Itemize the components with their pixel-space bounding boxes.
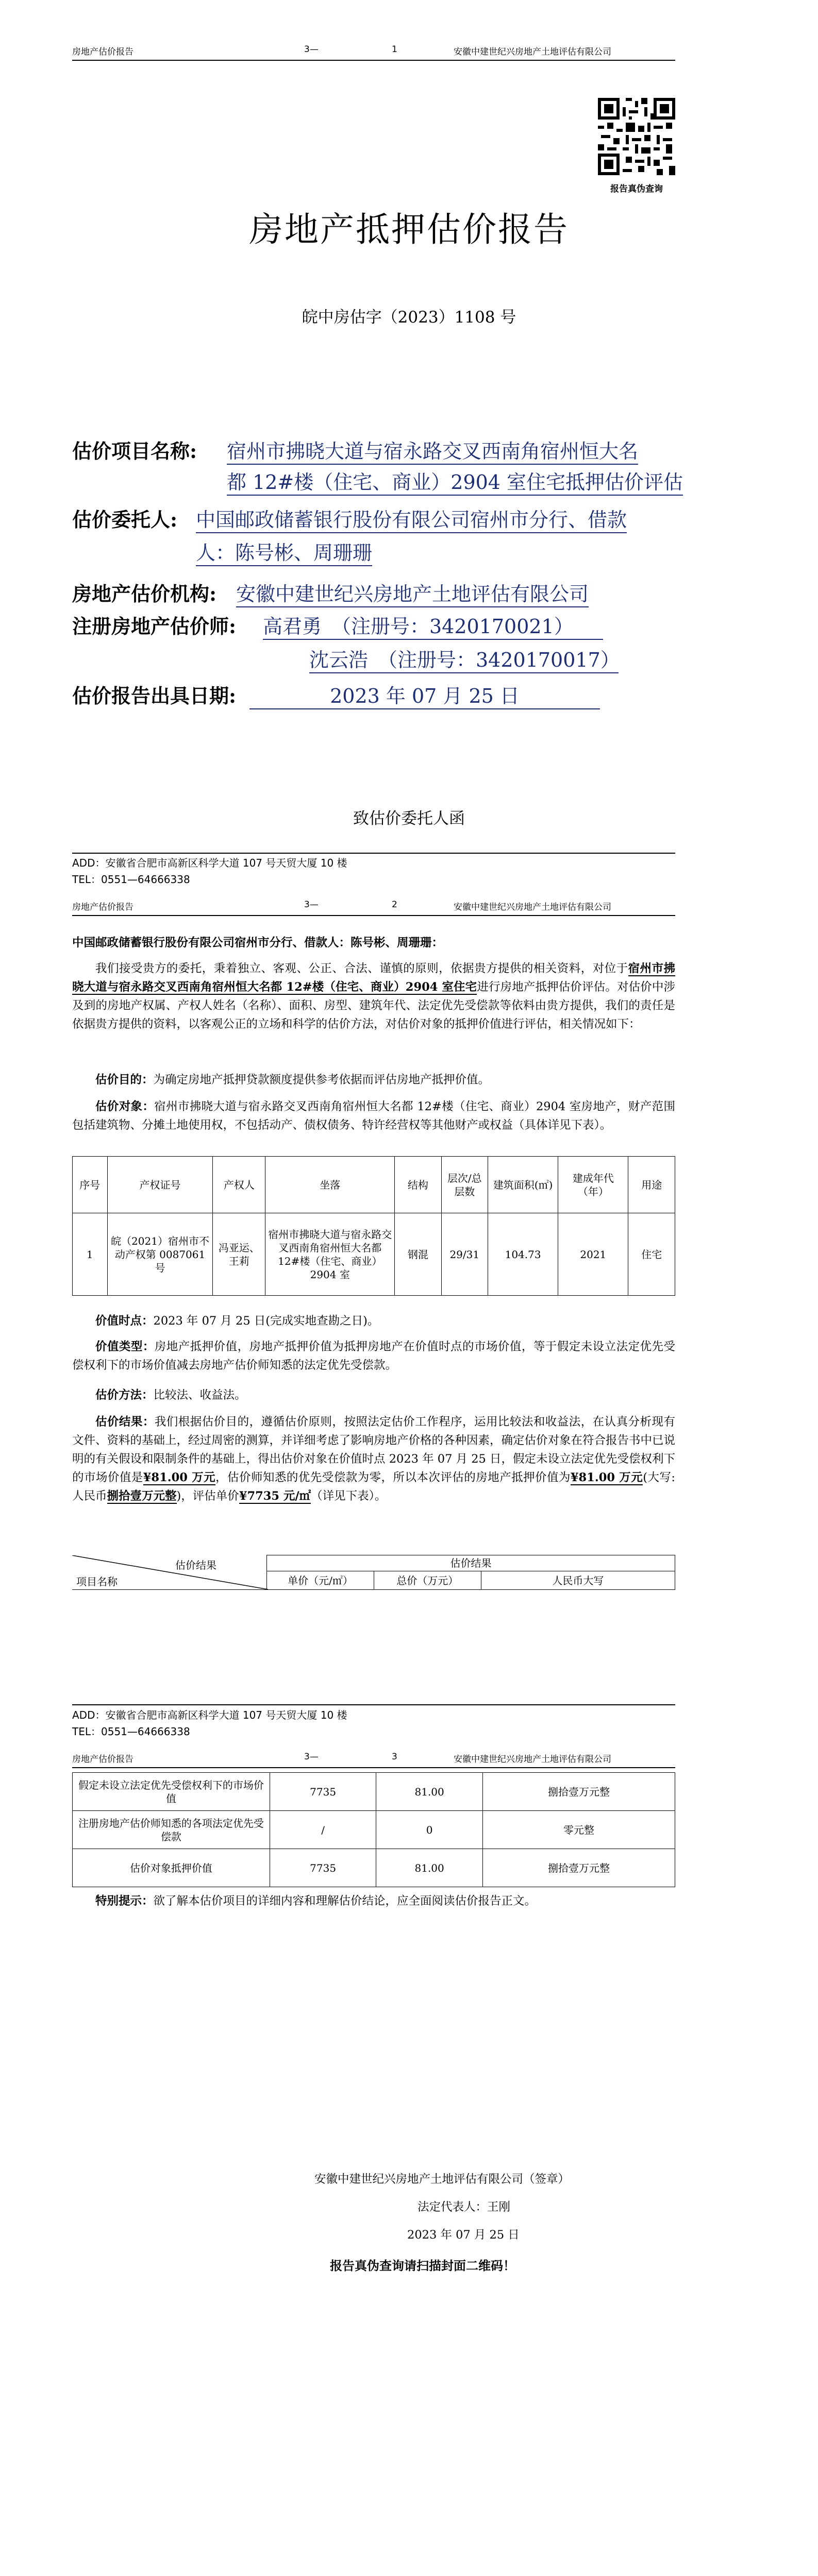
time-text: 2023 年 07 月 25 日(完成实地查勘之日)。 bbox=[153, 1314, 379, 1328]
diagonal-header-cell bbox=[72, 1555, 267, 1590]
agency-label: 房地产估价机构: bbox=[72, 582, 217, 605]
result-table bbox=[72, 1772, 675, 1887]
result-paragraph bbox=[72, 1413, 675, 1505]
header-title: 房地产估价报告 bbox=[72, 47, 133, 57]
row-item: 注册房地产估价师知悉的各项法定优先受偿款 bbox=[73, 1811, 270, 1849]
header-page: 3— bbox=[304, 1752, 319, 1762]
cell-structure: 钢混 bbox=[395, 1213, 441, 1296]
object-text: 宿州市拂晓大道与宿永路交叉西南角宿州恒大名都 12#楼（住宅、商业）2904 室房地产，财产范围包括建筑物、分摊土地使用权，不包括动产、债权债务、特许经营权等其他财产或权益（具体详见下表）。 bbox=[72, 1100, 675, 1132]
date-value: 2023 年 07 月 25 日 bbox=[249, 680, 600, 709]
client-value-line2: 人：陈号彬、周珊珊 bbox=[196, 537, 372, 566]
purpose-label: 估价目的： bbox=[95, 1073, 154, 1087]
header-page: 3— bbox=[304, 44, 319, 55]
th-structure: 结构 bbox=[395, 1157, 441, 1213]
type-text: 房地产抵押价值，房地产抵押价值为抵押房地产在价值时点的市场价值，等于假定未设立法定优先受偿权利下的市场价值减去房地产估价师知悉的法定优先受偿款。 bbox=[72, 1340, 675, 1372]
appraiser-label: 注册房地产估价师: bbox=[72, 615, 237, 638]
header-page-number: 3 bbox=[392, 1752, 397, 1762]
table-row bbox=[73, 1773, 675, 1811]
row-cny: 捌拾壹万元整 bbox=[482, 1849, 675, 1887]
th-location: 坐落 bbox=[265, 1157, 395, 1213]
result-table-head-row1 bbox=[72, 1555, 675, 1571]
unit-price: ¥7735 元/㎡ bbox=[239, 1489, 311, 1503]
row-item: 假定未设立法定优先受偿权利下的市场价值 bbox=[73, 1773, 270, 1811]
col-cny-uppercase: 人民币大写 bbox=[481, 1571, 675, 1590]
market-value: ¥81.00 万元 bbox=[143, 1471, 216, 1484]
row-cny: 零元整 bbox=[482, 1811, 675, 1849]
method-paragraph bbox=[72, 1386, 675, 1404]
th-use: 用途 bbox=[628, 1157, 675, 1213]
appraiser-1: 高君勇 （注册号：3420170021） bbox=[263, 611, 603, 640]
method-text: 比较法、收益法。 bbox=[153, 1388, 246, 1402]
cell-location: 宿州市拂晓大道与宿永路交叉西南角宿州恒大名都 12#楼（住宅、商业）2904 室 bbox=[265, 1213, 395, 1296]
type-paragraph bbox=[72, 1337, 675, 1375]
footer-tel: TEL：0551—64666338 bbox=[72, 873, 190, 886]
mortgage-value: ¥81.00 万元 bbox=[570, 1471, 643, 1484]
cell-owner: 冯亚运、王莉 bbox=[213, 1213, 265, 1296]
intro-text-rest: 进行房地产抵押估价评估。对估价中涉及到的房地产权属、产权人姓名（名称）、面积、房型、建筑年代、法定优先受偿款等依料由贵方提供，我们的责任是依据贵方提供的资料，以客观公正的立场和科学的估价方法，对估价对象的抵押价值进行评估，相关情况如下： bbox=[72, 980, 675, 1031]
letter-section-title: 致估价委托人函 bbox=[353, 809, 465, 828]
result-table-head bbox=[72, 1555, 675, 1590]
row-total: 81.00 bbox=[376, 1849, 483, 1887]
row-total: 81.00 bbox=[376, 1773, 483, 1811]
project-value-line2: 都 12#楼（住宅、商业）2904 室住宅抵押估价评估 bbox=[227, 466, 683, 496]
type-label: 价值类型： bbox=[95, 1340, 155, 1353]
result-text-3: (大写:人民币 bbox=[72, 1471, 675, 1503]
header-rule bbox=[72, 1767, 675, 1768]
result-text: 我们根据估价目的，遵循估价原则，按照法定估价工作程序，运用比较法和收益法，在认真分析现有文件、资料的基础上，经过周密的测算，并详细考虑了影响房地产价格的各种因素，确定估价对象在符合报告书中已说明的有关假设和限制条件的基础上，得出估价对象在价值时点 2023 年 07 月 25 日，假定未设立法定优先受偿权利下的市场价值是 bbox=[72, 1415, 676, 1484]
legal-representative: 法定代表人：王刚 bbox=[418, 2200, 511, 2214]
row-cny: 捌拾壹万元整 bbox=[482, 1773, 675, 1811]
footer-rule bbox=[72, 1704, 675, 1705]
cell-index: 1 bbox=[73, 1213, 108, 1296]
diag-item-label: 项目名称 bbox=[76, 1575, 118, 1588]
notice-label: 特别提示： bbox=[95, 1894, 154, 1908]
cell-year: 2021 bbox=[558, 1213, 628, 1296]
footer-rule bbox=[72, 853, 675, 854]
header-page-number: 2 bbox=[392, 900, 397, 910]
result-text-4: )，评估单价 bbox=[176, 1489, 239, 1503]
header-rule bbox=[72, 915, 675, 916]
header-page-number: 1 bbox=[392, 44, 397, 55]
notice-paragraph bbox=[72, 1892, 675, 1910]
letter-addressee: 中国邮政储蓄银行股份有限公司宿州市分行、借款人：陈号彬、周珊珊： bbox=[72, 936, 444, 950]
result-text-2: ，估价师知悉的优先受偿款为零，所以本次评估的房地产抵押价值为 bbox=[215, 1471, 571, 1484]
object-label: 估价对象： bbox=[95, 1100, 155, 1113]
project-value-line1: 宿州市拂晓大道与宿永路交叉西南角宿州恒大名 bbox=[227, 435, 638, 465]
th-year: 建成年代（年） bbox=[558, 1157, 628, 1213]
result-label: 估价结果： bbox=[95, 1415, 155, 1429]
time-label: 价值时点： bbox=[95, 1314, 154, 1328]
col-unit-price: 单价（元/㎡） bbox=[267, 1571, 374, 1590]
footer-tel: TEL：0551—64666338 bbox=[72, 1725, 190, 1738]
time-paragraph bbox=[72, 1312, 675, 1330]
client-value-line1: 中国邮政储蓄银行股份有限公司宿州市分行、借款 bbox=[196, 504, 627, 533]
th-cert: 产权证号 bbox=[107, 1157, 213, 1213]
appraiser-2: 沈云浩 （注册号：3420170017） bbox=[309, 644, 619, 673]
footer-address: ADD：安徽省合肥市高新区科学大道 107 号天贸大厦 10 楼 bbox=[72, 857, 347, 869]
purpose-paragraph bbox=[72, 1071, 675, 1089]
result-text-5: （详见下表）。 bbox=[311, 1489, 387, 1503]
row-unit: 7735 bbox=[270, 1773, 376, 1811]
property-table-header bbox=[73, 1157, 675, 1213]
intro-object: 宿州市拂晓大道与宿永路交叉西南角宿州恒大名都 12#楼（住宅、商业）2904 室住宅 bbox=[72, 962, 675, 994]
col-total-price: 总价（万元） bbox=[374, 1571, 481, 1590]
method-label: 估价方法： bbox=[95, 1388, 154, 1402]
th-floor: 层次/总层数 bbox=[441, 1157, 488, 1213]
intro-text: 我们接受贵方的委托，秉着独立、客观、公正、合法、谨慎的原则，依据贵方提供的相关资料，对位于 bbox=[95, 962, 628, 975]
object-paragraph bbox=[72, 1097, 675, 1134]
company-seal-line: 安徽中建世纪兴房地产土地评估有限公司（签章） bbox=[314, 2173, 570, 2186]
purpose-text: 为确定房地产抵押贷款额度提供参考依据而评估房地产抵押价值。 bbox=[153, 1073, 490, 1087]
th-area: 建筑面积(㎡) bbox=[488, 1157, 558, 1213]
result-group-header: 估价结果 bbox=[267, 1555, 675, 1571]
table-row bbox=[73, 1849, 675, 1887]
cell-area: 104.73 bbox=[488, 1213, 558, 1296]
verify-notice: 报告真伪查询请扫描封面二维码！ bbox=[330, 2258, 515, 2273]
header-company: 安徽中建世纪兴房地产土地评估有限公司 bbox=[454, 47, 611, 57]
qr-caption: 报告真伪查询 bbox=[610, 184, 663, 194]
th-index: 序号 bbox=[73, 1157, 108, 1213]
agency-value: 安徽中建世纪兴房地产土地评估有限公司 bbox=[236, 578, 589, 607]
th-owner: 产权人 bbox=[213, 1157, 265, 1213]
header-company: 安徽中建世纪兴房地产土地评估有限公司 bbox=[454, 902, 611, 912]
row-unit: / bbox=[270, 1811, 376, 1849]
notice-text: 欲了解本估价项目的详细内容和理解估价结论，应全面阅读估价报告正文。 bbox=[153, 1894, 537, 1908]
header-title: 房地产估价报告 bbox=[72, 1754, 133, 1765]
project-label: 估价项目名称: bbox=[72, 439, 197, 463]
cell-floor: 29/31 bbox=[441, 1213, 488, 1296]
row-total: 0 bbox=[376, 1811, 483, 1849]
report-title: 房地产抵押估价报告 bbox=[249, 210, 569, 249]
report-number: 皖中房估字（2023）1108 号 bbox=[302, 308, 516, 327]
cell-cert: 皖（2021）宿州市不动产权第 0087061 号 bbox=[107, 1213, 213, 1296]
row-unit: 7735 bbox=[270, 1849, 376, 1887]
header-rule bbox=[72, 60, 675, 61]
table-row bbox=[73, 1213, 675, 1296]
client-label: 估价委托人: bbox=[72, 508, 178, 531]
cell-use: 住宅 bbox=[628, 1213, 675, 1296]
mortgage-value-uppercase: 捌拾壹万元整 bbox=[107, 1489, 177, 1503]
header-page: 3— bbox=[304, 900, 319, 910]
diag-result-label: 估价结果 bbox=[175, 1558, 216, 1571]
table-row bbox=[73, 1811, 675, 1849]
qr-code-icon[interactable] bbox=[598, 98, 675, 175]
header-company: 安徽中建世纪兴房地产土地评估有限公司 bbox=[454, 1754, 611, 1765]
signing-date: 2023 年 07 月 25 日 bbox=[407, 2228, 520, 2242]
property-table bbox=[72, 1156, 675, 1296]
letter-intro bbox=[72, 959, 675, 1033]
date-label: 估价报告出具日期: bbox=[72, 684, 237, 707]
header-title: 房地产估价报告 bbox=[72, 902, 133, 912]
row-item: 估价对象抵押价值 bbox=[73, 1849, 270, 1887]
footer-address: ADD：安徽省合肥市高新区科学大道 107 号天贸大厦 10 楼 bbox=[72, 1709, 347, 1721]
